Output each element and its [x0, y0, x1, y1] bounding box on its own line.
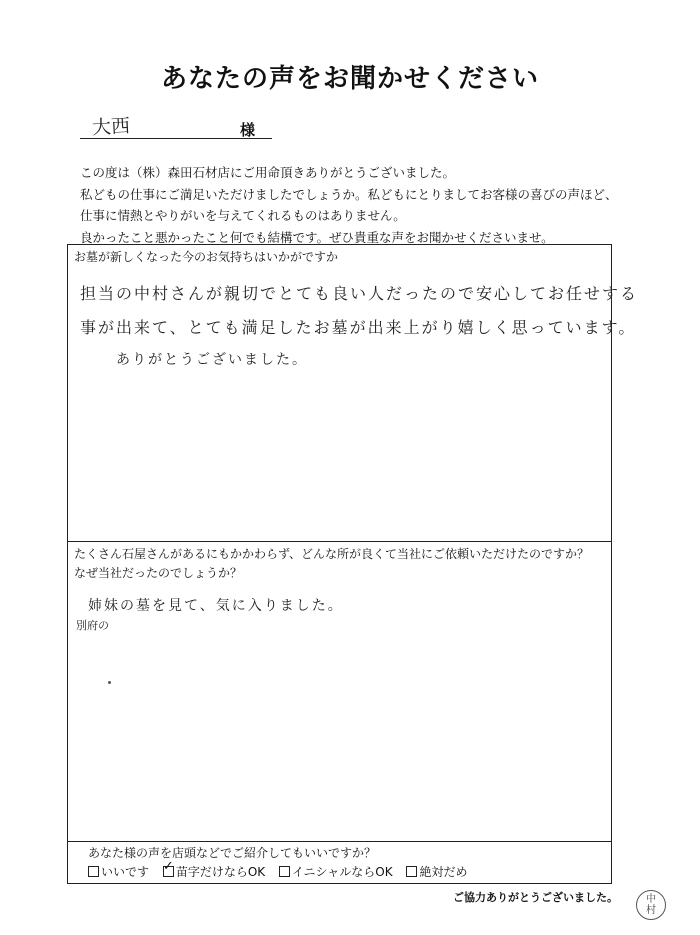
question-3: あなた様の声を店頭などでご紹介してもいいですか？ [88, 846, 377, 860]
question-1: お墓が新しくなった今のお気持ちはいかがですか [74, 250, 339, 264]
option-label: いいです [101, 865, 150, 879]
answer-1-line: 事が出来て、とても満足したお墓が出来上がり嬉しく思っています。 [80, 318, 637, 337]
checkbox-icon[interactable] [88, 866, 99, 877]
option-label: 絶対だめ [419, 865, 468, 879]
seal-char: 中 [646, 894, 656, 905]
answer-1-line: 担当の中村さんが親切でとても良い人だったので安心してお任せする [80, 284, 639, 303]
option-ok[interactable] [88, 863, 149, 880]
name-honorific: 様 [240, 121, 256, 139]
checkbox-icon[interactable] [279, 866, 290, 877]
checkmark-icon: ✓ [162, 859, 174, 874]
answer-2-insert: 別府の [76, 619, 109, 632]
pen-mark [108, 681, 111, 684]
consent-options [88, 859, 477, 880]
option-surname-only[interactable] [162, 859, 266, 880]
checkbox-icon[interactable] [162, 859, 174, 877]
answer-2: 姉妹の墓を見て、気に入りました。 [88, 598, 344, 614]
section-divider [68, 541, 611, 542]
question-2-line: たくさん石屋さんがあるにもかかわらず、どんな所が良くて当社にご依頼いただけたのですか？ [74, 547, 590, 561]
intro-line: 私どもの仕事にご満足いただけましたでしょうか。私どもにとりましてお客様の喜びの声ほど、 [80, 186, 618, 202]
question-2 [74, 545, 589, 583]
option-label: イニシャルならOK [292, 865, 393, 879]
seal-char: 村 [646, 905, 656, 916]
checkbox-icon[interactable] [406, 866, 417, 877]
option-label: 苗字だけならOK [175, 865, 266, 879]
option-never[interactable] [406, 863, 467, 880]
intro-line: 仕事に情熱とやりがいを与えてくれるものはありません。 [80, 208, 406, 223]
intro-text [80, 162, 618, 248]
question-2-line: なぜ当社だったのでしょうか？ [74, 566, 243, 580]
intro-line: この度は（株）森田石材店にご用命頂きありがとうございました。 [80, 165, 456, 180]
survey-form [67, 244, 639, 884]
thanks-text: ご協力ありがとうございました。 [453, 891, 618, 904]
staff-seal [636, 890, 666, 920]
intro-line: 良かったこと悪かったこと何でも結構です。ぜひ貴重な声をお聞かせくださいませ。 [80, 229, 554, 245]
answer-1-line: ありがとうございました。 [116, 352, 308, 368]
page-title: あなたの声をお聞かせください [160, 64, 539, 94]
section-divider [68, 841, 611, 842]
customer-name: 大西 [91, 115, 131, 139]
option-initials-only[interactable] [279, 863, 393, 880]
